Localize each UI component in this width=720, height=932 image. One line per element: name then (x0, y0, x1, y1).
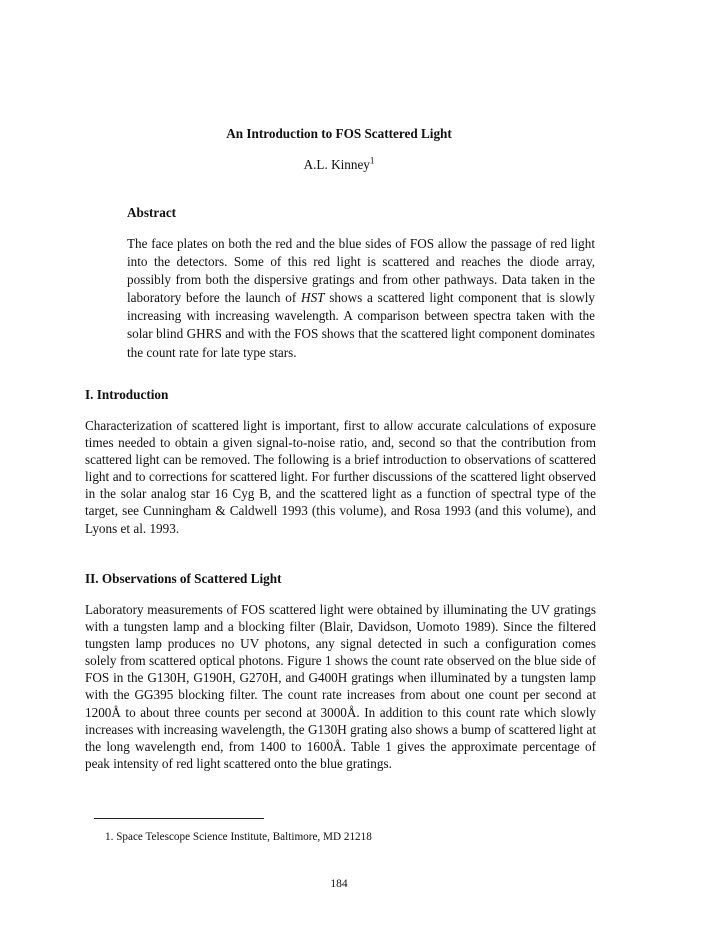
section-text-observations: Laboratory measurements of FOS scattered light were obtained by illuminating the UV gratings with a tungsten lamp and a blocking filter (Blair, Davidson, Uomoto 1989). Since the filtered tungsten lamp produces no UV photons, any signal detected in such a configuration comes solely from scattered optical photons. Figure 1 shows the count rate observed on the blue side of FOS in the G130H, G190H, G270H, and G400H gratings when illuminated by a tungsten lamp with the GG395 blocking filter. The count rate increases from about one count per second at 1200Å to about three counts per second at 3000Å. In addition to this count rate which slowly increases with increasing wavelength, the G130H grating also shows a bump of scattered light at the long wavelength end, from 1400 to 1600Å. Table 1 gives the approximate percentage of peak intensity of red light scattered onto the blue gratings. (85, 602, 596, 771)
section-text-introduction: Characterization of scattered light is important, first to allow accurate calculations of exposure times needed to obtain a given signal-to-noise ratio, and, second so that the contribution from scattered light can be removed. The following is a brief introduction to observations of scattered light and to corrections for scattered light. For further discussions of the scattered light observed in the solar analog star 16 Cyg B, and the scattered light as a function of spectral type of the target, see Cunningham & Caldwell 1993 (this volume), and Rosa 1993 (and this volume), and Lyons et al. 1993. (85, 418, 596, 536)
page-number: 184 (330, 878, 348, 890)
abstract-text (127, 235, 595, 362)
footnote: 1. Space Telescope Science Institute, Baltimore, MD 21218 (105, 831, 372, 843)
section-heading-introduction: I. Introduction (85, 387, 169, 402)
author-footnote-mark: 1 (369, 155, 375, 166)
author-line (0, 157, 678, 173)
paper-title: An Introduction to FOS Scattered Light (226, 126, 452, 141)
abstract-hst: HST (301, 290, 325, 306)
abstract-heading: Abstract (127, 205, 177, 220)
abstract-text-part2: shows a scattered light component that is slowly increasing with increasing wavelength. A comparison between spectra taken with the solar blind GHRS and with the FOS shows that the scattered light component dominates the count rate for late type stars. (127, 290, 595, 360)
author-name: A.L. Kinney (303, 157, 370, 172)
footnote-divider (94, 818, 264, 819)
section-heading-observations: II. Observations of Scattered Light (85, 571, 282, 586)
abstract-text-part1: The face plates on both the red and the blue sides of FOS allow the passage of red light into the detectors. Some of this red light is scattered and reaches the diode array, possibly from both the dispersive gratings and from other pathways. Data taken in the laboratory before the launch of (127, 236, 595, 306)
